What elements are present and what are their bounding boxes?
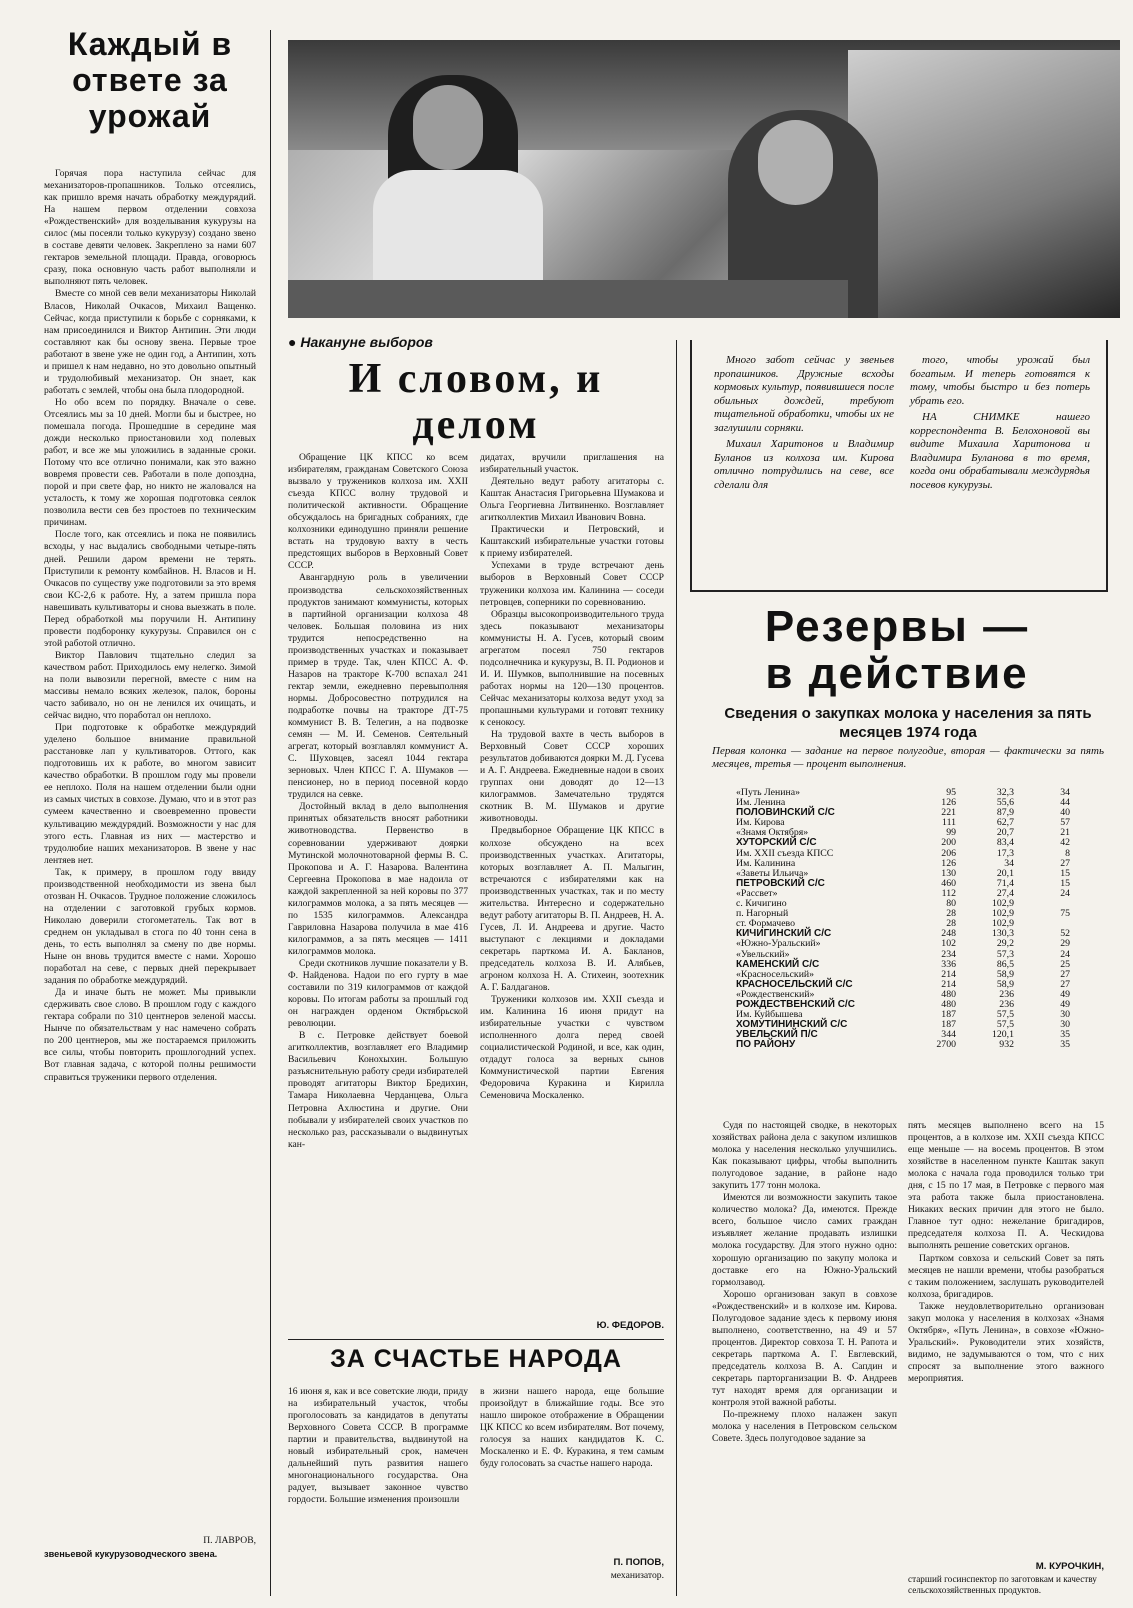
table-cell-fact: 57,5: [996, 1009, 1014, 1021]
table-cell-percent: 15: [1060, 877, 1070, 889]
article1-paragraph: После того, как отсеялись и пока не появились всходы, у нас выдались свободными четыре-пять дней. Решили даром времени не терять. Приступили к ремонту комбайнов. Н. Власов и Н. Очкасов по существу уже подготовили за это время свои КС-2,6 к работе. Ну, а затем пришла пора навешивать культиваторы и снова выезжать в поле. Перед обработкой мы поручили Н. Антипину провести подборонку кукурузы. Справился он с этой работой отлично.: [44, 529, 256, 649]
table-cell-percent: 75: [1060, 908, 1070, 920]
table-cell-plan: 130: [941, 867, 956, 879]
article4-title-line2: в действие: [765, 649, 1029, 698]
table-cell-fact: 120,1: [991, 1029, 1014, 1041]
table-cell-percent: 8: [1065, 847, 1070, 859]
table-cell-name: ПЕТРОВСКИЙ С/С: [736, 877, 825, 889]
photo-figure-left-face: [413, 85, 483, 170]
table-cell-percent: 44: [1060, 797, 1070, 809]
table-cell-percent: 35: [1060, 1029, 1070, 1041]
table-cell-fact: 27,4: [996, 887, 1014, 899]
article4-paragraph: Партком совхоза и сельский Совет за пять месяцев не нашли времени, чтобы разобраться с таким положением, заслушать руководителей колхоза, бригадиров.: [908, 1252, 1104, 1300]
article3-col2: в жизни нашего народа, еще большие произойдут в ближайшие годы. Все это нашло широкое отображение в Обращении ЦК КПСС ко всем избирателям. Вот почему, голосуя за наших кандидатов К. С. Москаленко и Е. Ф. Куракина, я тем самым буду голосовать за счастье нашего народа.: [480, 1386, 664, 1470]
table-cell-fact: 71,4: [996, 877, 1014, 889]
article4-paragraph: пять месяцев выполнено всего на 15 процентов, а в колхозе им. XXII съезда КПСС еще меньше — на восемь процентов. В этом хозяйстве в населенном пункте Каштак закуп молока с начала года проводился только три дня, с 15 по 17 мая, в Петровке с первого мая эта работа также была приостановлена. Никаких веских причин для этого не было. Главное тут одно: нежелание бригадиров, председателя колхоза П. А. Ческидова выполнять решение советских органов.: [908, 1120, 1104, 1252]
table-cell-fact: 58,9: [996, 978, 1014, 990]
column-rule-1: [270, 30, 271, 1596]
table-cell-name: КРАСНОСЕЛЬСКИЙ С/С: [736, 978, 853, 990]
article4-signature-role: старший госинспектор по заготовкам и качеству сельскохозяйственных продуктов.: [908, 1574, 1097, 1595]
article1-paragraph: Да и иначе быть не может. Мы привыкли сдерживать свое слово. В прошлом году с каждого гектара собрали по 310 центнеров зеленой массы. Нынче по обязательствам у нас намечено собрать по 200 центнеров, мы же постараемся приложить все силы, чтобы повторить прошлогодний успех. Вот главная задача, с которой полны решимости справиться труженики первого отделения.: [44, 987, 256, 1083]
table-cell-percent: 42: [1060, 837, 1070, 849]
table-cell-fact: 29,2: [996, 938, 1014, 950]
table-cell-fact: 83,4: [996, 837, 1014, 849]
article2-paragraph: Образцы высокопроизводительного труда здесь показывают механизаторы коммунисты Н. А. Гусев, который своим агрегатом посеял 750 гектаров подсолнечника и кукурузы, В. П. Родионов и И. И. Шумков, выполнившие на посевных работах нормы на 120—130 процентов. Сейчас механизаторы колхоза ведут уход за пропашными культурами и готовят технику к сенокосу.: [480, 608, 664, 729]
photo-caption-col1-text1: Много забот сейчас у звеньев пропашников. Дружные всходы кормовых культур, появившиеся после обильных дождей, требуют тщательной обработки, чтобы их не заглушили сорняки.: [714, 354, 894, 434]
table-row: [736, 808, 1070, 818]
table-cell-percent: 30: [1060, 1009, 1070, 1021]
table-cell-plan: 111: [942, 817, 956, 829]
table-cell-percent: 24: [1060, 887, 1070, 899]
table-cell-fact: 20,7: [996, 827, 1014, 839]
table-cell-fact: 236: [999, 998, 1014, 1010]
article4-col1: [712, 1120, 897, 1602]
table-cell-percent: 35: [1060, 1039, 1070, 1051]
article2-rubric-text: Накануне выборов: [300, 334, 433, 350]
article2-rubric: [288, 333, 548, 351]
table-cell-percent: 49: [1060, 998, 1070, 1010]
table-cell-percent: 30: [1060, 1019, 1070, 1031]
table-cell-plan: 480: [941, 998, 956, 1010]
column-rule-2: [676, 340, 677, 1596]
table-cell-name: Им. XXII съезда КПСС: [736, 847, 834, 859]
table-cell-fact: 130,3: [991, 928, 1014, 940]
table-row: [736, 1040, 1070, 1050]
article2-body-col2: [480, 452, 664, 1314]
table-cell-percent: 27: [1060, 857, 1070, 869]
article4-paragraph: Судя по настоящей сводке, в некоторых хозяйствах района дела с закупом излишков молока у населения несколько улучшились. Как показывают цифры, чтобы выполнить полугодовое задание, в районе надо закупить 177 тонн молока.: [712, 1120, 897, 1192]
article2-signature: Ю. ФЕДОРОВ.: [596, 1320, 664, 1331]
article2-paragraph: На трудовой вахте в честь выборов в Верховный Совет СССР хороших результатов добиваются доярки М. Д. Гусева и А. Г. Андреева. Ежедневные надои в своих группах они доводят до 12—13 килограммов. Замечательно трудятся скотник В. М. Шумаков и другие животноводы.: [480, 729, 664, 825]
article1-paragraph: Виктор Павлович тщательно следил за качеством работ. Приходилось ему нелегко. Зимой на поли вывозили перегной, вместе с ним на массивы немало всяких железок, палок, бороны часто забивало, но он не ленился их очищать, и сейчас видно, что поработал он неплохо.: [44, 649, 256, 722]
article4-title-line1: Резервы —: [764, 602, 1030, 651]
article4-col2: [908, 1120, 1104, 1525]
photo-caption-col1: [714, 354, 894, 492]
table-cell-fact: 17,3: [996, 847, 1014, 859]
article2-paragraph: В с. Петровке действует боевой агитколлектив, возглавляет его Владимир Васильевич Конохыхин. Большую разъяснительную работу среди избирателей проводят агитаторы Виктор Бредихин, Тамара Николаевна Черданцева, Ольга Петровна Ахлюстина и другие. Они побывали у избирателей своих участков по несколько раз, рассказывали о выдвинутых кан-: [288, 1030, 468, 1150]
article3-signature-name: П. ПОПОВ,: [613, 1557, 664, 1568]
article2-body-col1: [288, 452, 468, 1332]
table-cell-name: УВЕЛЬСКИЙ П/С: [736, 1029, 818, 1041]
article2-paragraph: Авангардную роль в увеличении производства сельскохозяйственных продуктов занимают коммунисты, которых в партийной организации колхоза 48 человек. Большая половина из них трудится непосредственно на производственных участках и показывает пример в труде. Так, член КПСС А. Ф. Назаров на тракторе К-700 вспахал 241 гектар земли, ежедневно перевыполняя нормы. Добросовестно потрудился на подработке почвы на тракторе ДТ-75 коммунист В. В. Телегин, а на подвозке семян — М. И. Семенов. Сеятельный агрегат, который возглавлял коммунист А. С. Шуховцев, засеял 1044 гектара зерновых. Член КПСС Г. А. Шумаков — пенсионер, но в период посевной кордо трудился на севке.: [288, 572, 468, 801]
table-cell-plan: 206: [941, 847, 956, 859]
table-cell-name: ХОМУТИНИНСКИЙ С/С: [736, 1019, 848, 1031]
article4-subtitle: Сведения о закупках молока у населения за пять месяцев 1974 года: [724, 705, 1092, 741]
table-cell-plan: 80: [946, 898, 956, 910]
table-cell-name: «Рождественский»: [736, 988, 815, 1000]
table-cell-fact: 87,9: [996, 807, 1014, 819]
table-cell-name: ХУТОРСКИЙ С/С: [736, 837, 817, 849]
table-cell-name: п. Нагорный: [736, 908, 789, 920]
photo-caption-box: [690, 340, 1108, 592]
table-cell-fact: 62,7: [996, 817, 1014, 829]
table-cell-fact: 102,9: [991, 908, 1014, 920]
article4-paragraph: Хорошо организован закуп в совхозе «Рождественский» и в колхозе им. Кирова. Полугодовое задание здесь к первому июня выполнено, соответственно, на 49 и 57 процентов. Директор совхоза Т. Н. Рапота и секретарь парткома А. Г. Евглевский, председатель колхоза В. А. Сапдин и секретарь парторганизации В. Ф. Андреев тут находят время для организации и контроля этой важной работы.: [712, 1288, 897, 1409]
table-cell-plan: 480: [941, 988, 956, 1000]
table-cell-plan: 2700: [936, 1039, 956, 1051]
article1-paragraph: Но обо всем по порядку. Вначале о севе. Отсеялись мы за 10 дней. Могли бы и быстрее, но помешала погода. Прошедшие в середине мая дожди несколько приостановили ход полевых работ, и все же мы уложились в заданные сроки. Потому что все отлично понимали, как это важно вовремя провести сев. Работали в поле допоздна, порой и при свете фар, но никто не жаловался на усталость, к тому же хорошая подготовка сеялок позволила вести сев без простоев по техническим причинам.: [44, 396, 256, 529]
table-cell-fact: 86,5: [996, 958, 1014, 970]
article3-signature-role: механизатор.: [610, 1570, 664, 1581]
article2-paragraph: Достойный вклад в дело выполнения принятых обязательств вносят работники животноводства. Первенство в соревновании удерживают доярки Мутинской молочнотоварной фермы В. С. Прокопова и А. Г. Назарова. Валентина Сергеевна Прокопова в мае надоила от каждой закрепленной за ней коровы по 377 килограммов молока, а за пять месяцев — по 1535 килограммов. Александра Гавриловна Назарова получила в мае 416 килограммов, а за пять месяцев — 1411 килограммов молока.: [288, 801, 468, 957]
article2-paragraph: Деятельно ведут работу агитаторы с. Каштак Анастасия Григорьевна Шумакова и Ольга Георгиевна Литвиненко. Возглавляет агитколлектив Михаил Иванович Вовна.: [480, 476, 664, 524]
table-cell-percent: 27: [1060, 968, 1070, 980]
article2-paragraph: Предвыборное Обращение ЦК КПСС в колхозе обсуждено на всех производственных участках. Агитаторы, которых возглавляет А. П. Малыгин, встречаются с избирателями как на производственных участках, так и по месту жительства. Интересно и содержательно ведут работу агитаторы В. П. Андреев, Н. А. Гусев, Л. И. Андреева и другие. Часто выступают с лекциями и докладами секретарь парткома И. А. Бакланов, председатель колхоза В. И. Алябьев, агроном колхоза Н. А. Стихеин, зоотехник А. Г. Балдаганов.: [480, 825, 664, 994]
table-cell-fact: 57,5: [996, 1019, 1014, 1031]
table-cell-percent: 21: [1060, 827, 1070, 839]
table-cell-plan: 460: [941, 877, 956, 889]
table-cell-fact: 102,9: [991, 918, 1014, 930]
table-cell-plan: 187: [941, 1009, 956, 1021]
table-cell-name: ст. Формачево: [736, 918, 796, 930]
table-cell-fact: 236: [999, 988, 1014, 1000]
table-cell-plan: 102: [941, 938, 956, 950]
article1-signature-name: П. ЛАВРОВ,: [203, 1535, 256, 1546]
table-cell-fact: 57,3: [996, 948, 1014, 960]
table-cell-name: ПО РАЙОНУ: [736, 1039, 796, 1051]
table-cell-name: РОЖДЕСТВЕНСКИЙ С/С: [736, 998, 855, 1010]
photo-figure-right-face: [758, 120, 833, 205]
article1-paragraph: Горячая пора наступила сейчас для механизаторов-пропашников. Только отсеялись, как пришло время начать обработку междурядий. На нашем первом отделении совхоза «Рождественский» для возделывания кукурузы на силос (мы посеяли только кукурузу) создано звено в составе девяти человек. Закреплено за нами 607 гектаров земельной площади. Правда, оговорюсь сразу, пока основную часть работ выполняли и выполняют пять человек.: [44, 168, 256, 288]
photo-ground: [288, 280, 848, 318]
news-photo: [288, 40, 1120, 318]
table-cell-name: Им. Куйбышева: [736, 1009, 803, 1021]
table-cell-plan: 28: [946, 908, 956, 920]
article1-paragraph: Вместе со мной сев вели механизаторы Николай Власов, Николай Очкасов, Михаил Ващенко. Сейчас, когда приступили к борьбе с сорняками, к нам присоединился и Виктор Антипин. Эти люди составляют как бы основу звена. Первые трое работают в звене уже не один год, а Антипин, хоть и пришел к нам недавно, но это довольно опытный и трудолюбивый механизатор. Он знает, как работать с землей, чтобы она была плодородной.: [44, 288, 256, 396]
table-cell-percent: 29: [1060, 938, 1070, 950]
table-cell-fact: 34: [1004, 857, 1014, 869]
table-cell-percent: 57: [1060, 817, 1070, 829]
article4-legend: Первая колонка — задание на первое полугодие, вторая — фактически за пять месяцев, третья — процент выполнения.: [712, 745, 1104, 770]
table-row: [736, 939, 1070, 949]
article4-paragraph: По-прежнему плохо налажен закуп молока у населения в Петровском сельском Совете. Здесь полугодовое задание за: [712, 1409, 897, 1445]
table-cell-name: «Увельский»: [736, 948, 790, 960]
photo-caption-col1-text2: Михаил Харитонов и Владимир Буланов из колхоза им. Кирова отлично потрудились на севе, все сделали для: [714, 438, 894, 491]
table-cell-name: «Путь Ленина»: [736, 787, 800, 798]
table-cell-percent: 15: [1060, 867, 1070, 879]
table-cell-name: Им. Кирова: [736, 817, 785, 829]
table-cell-plan: 200: [941, 837, 956, 849]
article1-paragraph: Так, к примеру, в прошлом году ввиду производственной необходимости из звена был отозван Н. Очкасов. Трудное положение сложилось на отделении с заготовкой грубых кормов. Николаю доверили стогометатель. Так вот в среднем он укладывал в стога по 40 тонн сена в день, то есть выполнял за смену по две нормы. Ныне он вновь трудится вместе с нами. Хорошо поработал на севе, с первых дней перекрывает задания по обработке междурядий.: [44, 866, 256, 987]
table-cell-fact: 932: [999, 1039, 1014, 1051]
table-cell-plan: 187: [941, 1019, 956, 1031]
article3-title: ЗА СЧАСТЬЕ НАРОДА: [330, 1345, 622, 1373]
table-cell-name: с. Кичигино: [736, 898, 787, 910]
table-cell-plan: 221: [941, 807, 956, 819]
rubric-bullet-icon: ●: [288, 334, 297, 350]
table-cell-name: «Рассвет»: [736, 887, 778, 899]
table-cell-name: «Заветы Ильича»: [736, 867, 809, 879]
table-cell-plan: 99: [946, 827, 956, 839]
table-cell-plan: 248: [941, 928, 956, 940]
table-cell-percent: 34: [1060, 787, 1070, 798]
table-cell-percent: 25: [1060, 958, 1070, 970]
table-cell-fact: 55,6: [996, 797, 1014, 809]
section-rule-a3: [288, 1339, 664, 1340]
article1-signature-role: звеньевой кукурузоводческого звена.: [44, 1549, 218, 1559]
table-cell-name: «Красносельский»: [736, 968, 815, 980]
table-cell-percent: 40: [1060, 807, 1070, 819]
article2-paragraph: Труженики колхозов им. XXII съезда и им. Калинина 16 июня придут на избирательные участки с чувством исполненного долга перед своей социалистической Родиной, и все, как один, отдадут голоса за верных сынов Коммунистической партии Евгения Федоровича Куракина и Кирилла Семеновича Москаленко.: [480, 994, 664, 1102]
article4-paragraph: Имеются ли возможности закупить такое количество молока? Да, имеются. Прежде всего, большое число самих граждан изъявляет желание продавать излишки молока государству. Для этого нужно одно: хорошую организацию по закупу молока и доставке его на Южно-Уральский гормолзавод.: [712, 1192, 897, 1288]
article2-paragraph: Практически и Петровский, и Каштакский избирательные участки готовы к приему избирателей.: [480, 524, 664, 560]
article4-paragraph: Также неудовлетворительно организован закуп молока у населения в колхозах «Знамя Октября», «Путь Ленина», в совхозе «Южно-Уральский». Руководители этих хозяйств, видимо, не задумываются о том, что с них спросят за выполнение этого важного мероприятия.: [908, 1300, 1104, 1384]
table-cell-plan: 126: [941, 797, 956, 809]
table-cell-percent: 24: [1060, 948, 1070, 960]
article2-paragraph: дидатах, вручили приглашения на избирательный участок.: [480, 452, 664, 476]
table-cell-fact: 102,9: [991, 898, 1014, 910]
table-cell-name: «Южно-Уральский»: [736, 938, 821, 950]
article4-signature-name: М. КУРОЧКИН,: [1035, 1561, 1104, 1572]
table-cell-fact: 20,1: [996, 867, 1014, 879]
article1-title: Каждый в ответе за урожай: [67, 26, 233, 134]
table-cell-name: Им. Ленина: [736, 797, 786, 809]
table-cell-plan: 126: [941, 857, 956, 869]
photo-tractor: [848, 50, 1120, 318]
article1-paragraph: При подготовке к обработке междурядий уделено большое внимание правильной расстановке лап у культиваторов. Оттого, как подготовишь их к работе, во многом зависит качество обработки. В прошлом году мы провели ее неплохо. Поля на нашем отделении были одни из самых чистых в совхозе. Думаю, что и в этот раз сумеем качественно и своевременно провести культивацию междурядий. Возможности у нас для этого есть. Главная из них — мастерство и трудолюбие наших механизаторов. В звене у нас лентяев нет.: [44, 722, 256, 866]
table-cell-percent: 52: [1060, 928, 1070, 940]
article3-col1: 16 июня я, как и все советские люди, приду на избирательный участок, чтобы проголосовать за кандидатов в депутаты Верховного Совета СССР. В программе партии и правительства, выдвинутой на новый избирательный срок, намечен дальнейший путь развития нашего многонационального государства. Она радует, вызывает законное чувство гордости. Большие изменения произошли: [288, 1386, 468, 1506]
article2-paragraph: Обращение ЦК КПСС ко всем избирателям, гражданам Советского Союза вызвало у тружеников колхоза им. XXII съезда КПСС волну трудовой и политической активности. Обращение обсуждалось на бригадных собраниях, где колхозники единодушно приняли решение встать на трудовую вахту в честь предстоящих выборов в Верховный Совет СССР.: [288, 452, 468, 572]
purchase-table: [736, 788, 1070, 1050]
photo-caption-col2: [910, 354, 1090, 492]
table-cell-name: Им. Калинина: [736, 857, 796, 869]
article2-paragraph: Успехами в труде встречают день выборов в Верховный Совет СССР труженики колхоза им. Калинина — соседи петровцев, соперники по соревнованию.: [480, 560, 664, 608]
article1-body: [44, 168, 256, 1533]
table-cell-name: «Знамя Октября»: [736, 827, 809, 839]
table-cell-plan: 28: [946, 918, 956, 930]
table-cell-percent: 49: [1060, 988, 1070, 1000]
table-cell-plan: 344: [941, 1029, 956, 1041]
table-cell-fact: 58,9: [996, 968, 1014, 980]
purchase-table-grid: [736, 788, 1070, 1050]
table-cell-name: ПОЛОВИНСКИЙ С/С: [736, 807, 835, 819]
photo-caption-col2-text2: НА СНИМКЕ нашего корреспондента В. Белохоновой вы видите Михаила Харитонова и Владимира Буланова в то время, когда они обрабатывали междурядья посевов кукурузы.: [910, 411, 1090, 491]
table-row: [736, 788, 1070, 798]
table-cell-plan: 214: [941, 978, 956, 990]
table-cell-plan: 95: [946, 787, 956, 798]
photo-caption-col2-text1: того, чтобы урожай был богатым. И теперь готовятся к тому, чтобы быстро и без потерь убрать его.: [910, 354, 1090, 407]
article2-paragraph: Среди скотников лучшие показатели у В. Ф. Найденова. Надои по его гурту в мае составили по 319 килограммов от каждой коровы. По итогам работы за прошлый год он награжден орденом Октябрьской революции.: [288, 957, 468, 1030]
table-cell-plan: 214: [941, 968, 956, 980]
table-cell-plan: 112: [941, 887, 956, 899]
table-cell-name: КАМЕНСКИЙ С/С: [736, 958, 820, 970]
table-cell-fact: 32,3: [996, 787, 1014, 798]
table-cell-plan: 234: [941, 948, 956, 960]
article2-title: И словом, и делом: [348, 356, 604, 448]
table-cell-name: КИЧИГИНСКИЙ С/С: [736, 928, 832, 940]
table-row: [736, 879, 1070, 889]
table-cell-percent: 27: [1060, 978, 1070, 990]
table-cell-plan: 336: [941, 958, 956, 970]
